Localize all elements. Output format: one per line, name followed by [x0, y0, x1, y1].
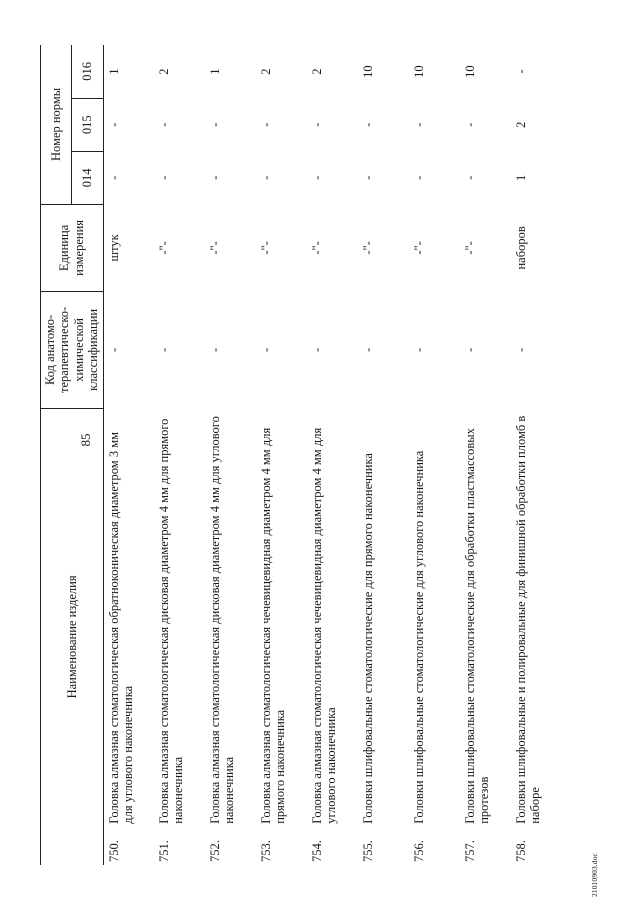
table-row: [358, 45, 409, 865]
table-row: [460, 45, 511, 865]
atc-code: -: [361, 347, 375, 352]
unit: -"-: [463, 241, 477, 255]
item-name: Головка алмазная стоматологическая чечевицевидная диаметром 4 мм для углового наконечника: [310, 427, 339, 824]
norm-014-value: -: [259, 175, 273, 180]
norm-014-value: -: [208, 175, 222, 180]
unit: штук: [106, 234, 121, 262]
row-number: 751.: [157, 840, 171, 862]
unit: -"-: [412, 241, 426, 255]
header-norm-016: 016: [72, 45, 103, 98]
row-number: 754.: [310, 840, 324, 862]
norm-016-value: 2: [157, 68, 171, 75]
norm-014-value: -: [463, 175, 477, 180]
row-number: 752.: [208, 840, 222, 862]
row-number: 756.: [412, 840, 426, 862]
table-row: [511, 45, 562, 865]
atc-code: -: [106, 347, 121, 352]
norm-016-value: 2: [259, 68, 273, 75]
norm-014-value: -: [412, 175, 426, 180]
header-name: Наименование изделия: [41, 408, 104, 865]
norm-015-value: -: [412, 122, 426, 127]
table-row: [256, 45, 307, 865]
item-name: Головка алмазная стоматологическая дисковая диаметром 4 мм для прямого наконечника: [157, 418, 186, 824]
header-atc-code: Код анатомо-терапевтическо-химической классификации: [41, 291, 104, 408]
row-number: 757.: [463, 840, 477, 862]
norm-014-value: -: [106, 175, 121, 180]
unit: -"-: [310, 241, 324, 255]
row-number: 750.: [106, 840, 121, 862]
item-name: Головка алмазная стоматологическая дисковая диаметром 4 мм для углового наконечника: [208, 416, 237, 824]
norm-014-value: -: [157, 175, 171, 180]
norm-015-value: -: [208, 122, 222, 127]
item-name: Головка алмазная стоматологическая чечевицевидная диаметром 4 мм для прямого наконечника: [259, 427, 288, 824]
atc-code: -: [259, 347, 273, 352]
table-row: [154, 45, 205, 865]
norm-015-value: -: [361, 122, 375, 127]
norm-014-value: -: [361, 175, 375, 180]
norm-016-value: 10: [463, 65, 477, 78]
header-norm-015: 015: [72, 98, 103, 151]
norm-016-value: -: [514, 69, 528, 74]
unit: -"-: [361, 241, 375, 255]
norm-015-value: 2: [514, 121, 528, 128]
norm-016-value: 10: [361, 65, 375, 78]
unit: -"-: [208, 241, 222, 255]
page-number: 85: [78, 433, 93, 447]
atc-code: -: [208, 347, 222, 352]
item-name: Головки шлифовальные и полировальные для финишной обработки пломб в наборе: [514, 415, 543, 824]
unit: наборов: [514, 226, 528, 270]
item-name: Головки шлифовальные стоматологические для углового наконечника: [412, 450, 426, 824]
item-name: Головки шлифовальные стоматологические для обработки пластмассовых протезов: [463, 428, 492, 824]
footer-file-code: 21010903.doc: [590, 853, 599, 897]
norm-015-value: -: [463, 122, 477, 127]
equipment-norms-table: [40, 45, 562, 865]
atc-code: -: [157, 347, 171, 352]
atc-code: -: [463, 347, 477, 352]
item-name: Головки шлифовальные стоматологические для прямого наконечника: [361, 453, 375, 824]
row-number: 755.: [361, 840, 375, 862]
norm-016-value: 10: [412, 65, 426, 78]
unit: -"-: [259, 241, 273, 255]
table-row: [205, 45, 256, 865]
norm-016-value: 1: [106, 68, 121, 75]
header-norm-group: Номер нормы: [41, 45, 72, 204]
norm-015-value: -: [310, 122, 324, 127]
atc-code: -: [310, 347, 324, 352]
table-row: [409, 45, 460, 865]
row-number: 758.: [514, 840, 528, 862]
atc-code: -: [412, 347, 426, 352]
header-unit: Единица измерения: [41, 204, 104, 291]
atc-code: -: [514, 347, 528, 352]
table-row: [103, 45, 154, 865]
norm-014-value: 1: [514, 174, 528, 181]
row-number: 753.: [259, 840, 273, 862]
norm-015-value: -: [157, 122, 171, 127]
unit: -"-: [157, 241, 171, 255]
table-row: [307, 45, 358, 865]
norm-015-value: -: [259, 122, 273, 127]
norm-016-value: 2: [310, 68, 324, 75]
norm-016-value: 1: [208, 68, 222, 75]
header-norm-014: 014: [72, 151, 103, 204]
header-row-1: [41, 45, 72, 865]
norm-015-value: -: [106, 122, 121, 127]
norm-014-value: -: [310, 175, 324, 180]
item-name: Головка алмазная стоматологическая обратноконическая диаметром 3 мм для углового наконечника: [106, 431, 135, 824]
